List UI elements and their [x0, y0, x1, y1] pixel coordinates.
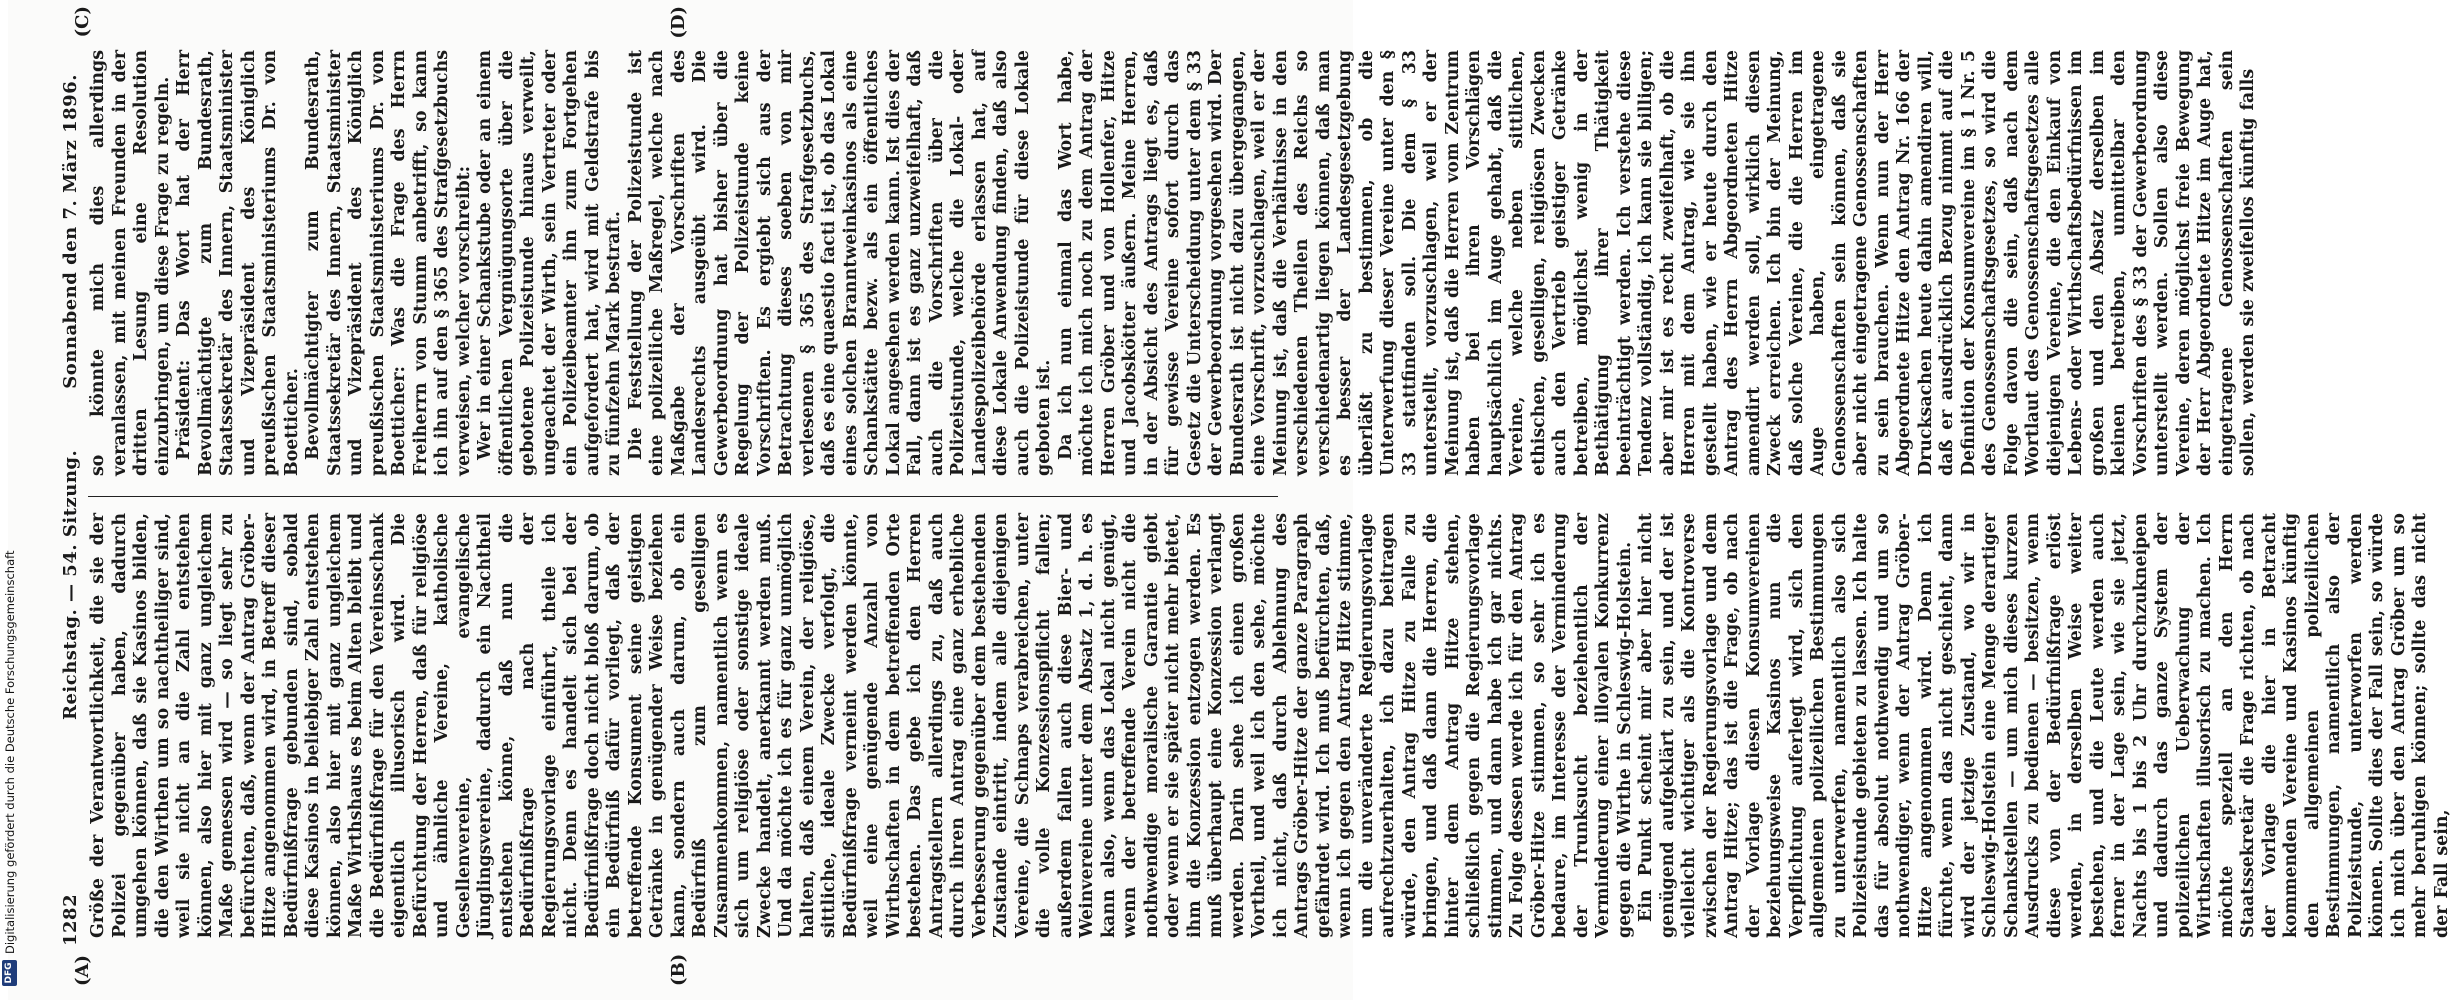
page-number: 1282: [60, 893, 81, 946]
page-header: [54, 34, 88, 960]
footer-text: Digitalisierung gefördert durch die Deutsche Forschungsgemeinschaft: [3, 550, 17, 954]
dfg-logo: DFG: [2, 960, 17, 986]
left-paragraph: Größe der Verantwortlichkeit, die sie der Polizei gegenüber haben, dadurch umgehen können, daß sie Kasinos bilden, die den Wirthen um so nachtheiliger sind, weil sie nicht an die Zahl entstehen können, also hier mit ganz ungleichem Maße gemessen wird — so liegt sehr zu befürchten, daß, wenn der Antrag Gröber-Hitze angenommen wird, in Betreff dieser Bedürfnißfrage gebunden sind, sobald diese Kasinos in beliebiger Zahl entstehen können, also hier mit ganz ungleichem Maße Wirthshaus es beim Alten bleibt und die Bedürfnißfrage für den Vereinsschank eigentlich illusorisch wird. Die Befürchtung der Herren, daß für religiöse und ähnliche Vereine, katholische Gesellenvereine, evangelische Jünglingsvereine, dadurch ein Nachtheil entstehen könne, daß nun die Bedürfnißfrage nach der Regierungsvorlage einführt, theile ich nicht. Denn es handelt sich bei der Bedürfnißfrage doch nicht bloß darum, ob ein Bedürfniß dafür vorliegt, daß der betreffende Konsument seine geistigen Getränke in genügender Weise beziehen kann, sondern auch darum, ob ein Bedürfniß zum geselligen Zusammenkommen, namentlich wenn es sich um religiöse oder sonstige ideale Zwecke handelt, anerkannt werden muß. Und da möchte ich es für ganz unmöglich halten, daß einem Verein, der religiöse, sittliche, ideale Zwecke verfolgt, die Bedürfnißfrage verneint werden könnte, weil eine genügende Anzahl von Wirthschaften in dem betreffenden Orte bestehen. Das gebe ich den Herren Antragstellern allerdings zu, daß auch durch ihren Antrag eine ganz erhebliche Verbesserung gegenüber dem bestehenden Zustande eintritt, indem alle diejenigen Vereine, die Schnaps verabreichen, unter die volle Konzessionspflicht fallen; außerdem fallen auch diese Bier- und Weinvereine unter dem Absatz 1, d. h. es kann also, wenn das Lokal nicht genügt, wenn der betreffende Verein nicht die nothwendige moralische Garantie giebt oder wenn er sie später nicht mehr bietet, ihm die Konzession entzogen werden. Es muß überhaupt eine Konzession verlangt werden. Darin sehe ich einen großen Vortheil, und weil ich den sehe, möchte ich nicht, daß durch Ablehnung des Antrags Gröber-Hitze der ganze Paragraph gefährdet wird. Ich muß befürchten, daß, wenn ich gegen den Antrag Hitze stimme, um die unveränderte Regierungsvorlage aufrechtzuerhalten, ich dazu beitragen würde, den Antrag Hitze zu Falle zu bringen, und daß dann die Herren, die hinter dem Antrag Hitze stehen, schließlich gegen die Regierungsvorlage stimmen, und dann habe ich gar nichts. Zu Folge dessen werde ich für den Antrag Gröber-Hitze stimmen, so sehr ich es bedaure, im Interesse der Verminderung der Trunksucht beziehentlich der Verminderung einer illoyalen Konkurrenz gegen die Wirthe in Schleswig-Holstein.: [88, 513, 1635, 938]
left-column: [88, 497, 2452, 960]
right-paragraph-quote: Wer in einer Schankstube oder an einem öffentlichen Vergnügungsorte über die gebotene Polizeistunde hinaus verweilt, ungeachtet der Wirth, sein Vertreter oder ein Polizeibeamter ihn zum Fortgehen aufgefordert hat, wird mit Geldstrafe bis zu fünfzehn Mark bestraft.: [475, 50, 624, 476]
session-date: Sonnabend den 7. März 1896.: [60, 74, 81, 389]
right-paragraph: Präsident: Das Wort hat der Herr Bevollmächtigte zum Bundesrath, Staatssekretär des Innern, Staatsminister und Vizepräsident des Königlich preußischen Staatsministeriums Dr. von Boetticher.: [174, 50, 302, 476]
right-paragraph: Bevollmächtigter zum Bundesrath, Staatssekretär des Innern, Staatsminister und Vizepräsident des Königlich preußischen Staatsministeriums Dr. von Boetticher: Was die Frage des Herrn Freiherrn von Stumm anbetrifft, so kann ich ihn auf den § 365 des Strafgesetzbuchs verweisen, welcher vorschreibt:: [303, 50, 474, 476]
scanned-page-sheet: [8, 0, 2452, 1000]
text-columns: [88, 34, 2452, 960]
right-paragraph: so könnte mich dies allerdings veranlassen, mit meinen Freunden in der dritten Lesung eine Resolution einzubringen, um diese Frage zu regeln.: [88, 50, 173, 476]
margin-marker-d: (D): [668, 6, 689, 39]
rotated-page: [28, 0, 2452, 1000]
margin-marker-b: (B): [668, 953, 689, 986]
right-column: [88, 34, 2258, 497]
right-paragraph: Die Feststellung der Polizeistunde ist eine polizeiliche Maßregel, welche nach Maßgabe der Vorschriften des Landesrechts ausgeübt wird. Die Gewerbeordnung hat bisher über die Regelung der Polizeistunde keine Vorschriften. Es ergiebt sich aus der Betrachtung dieses soeben von mir verlesenen § 365 des Strafgesetzbuchs, daß es eine quaestio facti ist, ob das Lokal eines solchen Branntweinkasinos als eine Schankstätte bezw. als ein öffentliches Lokal angesehen werden kann. Ist dies der Fall, dann ist es ganz unzweifelhaft, daß auch die Vorschriften über die Polizeistunde, welche die Lokal- oder Landespolizeibehörde erlassen hat, auf diese Lokale Anwendung finden, daß also auch die Polizeistunde für diese Lokale geboten ist.: [625, 50, 1054, 476]
digitization-footer: [0, 0, 20, 990]
left-paragraph: Ein Punkt scheint mir aber hier nicht genügend aufgeklärt zu sein, und der ist vielleicht wichtiger als die Kontroverse zwischen der Regierungsvorlage und dem Antrag Hitze; das ist die Frage, ob nach der Vorlage diesen Konsumvereinen beziehungsweise Kasinos nun die Verpflichtung auferlegt wird, sich den allgemeinen polizeilichen Bestimmungen zu unterwerfen, namentlich also sich Polizeistunde gebieten zu lassen. Ich halte das für absolut nothwendig und um so nothwendiger, wenn der Antrag Gröber-Hitze angenommen wird. Denn ich fürchte, wenn das nicht geschieht, dann wird der jetzige Zustand, wo wir in Schleswig-Holstein eine Menge derartiger Schankstellen — um mich dieses kurzen Ausdrucks zu bedienen — besitzen, wenn diese von der Bedürfnißfrage erlöst werden, in derselben Weise weiter bestehen, und die Leute werden auch ferner in der Lage sein, wie sie jetzt, Nachts bis 1 bis 2 Uhr durchzukneipen und dadurch das ganze System der polizeilichen Ueberwachung der Wirthschaften illusorisch zu machen. Ich möchte speziell an den Herrn Staatssekretär die Frage richten, ob nach der Vorlage die hier in Betracht kommenden Vereine und Kasinos künftig den allgemeinen polizeilichen Bestimmungen, namentlich also der Polizeistunde, unterworfen werden können. Sollte dies der Fall sein, so würde ich mich über den Antrag Gröber um so mehr beruhigen können; sollte das nicht der Fall sein,: [1636, 513, 2452, 938]
margin-marker-a: (A): [72, 955, 93, 986]
right-paragraph: Da ich nun einmal das Wort habe, möchte ich mich noch zu dem Antrag der Herren Gröber und von Hollenfer, Hitze und Jacobskötter äußern. Meine Herren, in der Absicht des Antrags liegt es, daß für gewisse Vereine sofort durch das Gesetz die Unterscheidung unter dem § 33 der Gewerbeordnung vorgesehen wird. Der Bundesrath ist nicht dazu übergegangen, eine Vorschrift, vorzuschlagen, weil er der Meinung ist, daß die Verhältnisse in den verschiedenen Theilen des Reichs so verschiedenartig liegen können, daß man es besser der Landesgesetzgebung überläßt zu bestimmen, ob die Unterwerfung dieser Vereine unter den § 33 stattfinden soll. Die dem § 33 unterstellt, vorzuschlagen, weil er der Meinung ist, daß die Herren vom Zentrum haben bei ihren Vorschlägen hauptsächlich im Auge gehabt, daß die Vereine, welche neben sittlichen, ethischen, geselligen, religiösen Zwecken auch den Vertrieb geistiger Getränke betreiben, möglichst wenig in der Bethätigung ihrer Thätigkeit beeinträchtigt werden. Ich verstehe diese Tendenz vollständig, ich kann sie billigen; aber mir ist es recht zweifelhaft, ob die Herren mit dem Antrag, wie sie ihn gestellt haben, wie er heute durch den Antrag des Herrn Abgeordneten Hitze amendirt werden soll, wirklich diesen Zweck erreichen. Ich bin der Meinung, daß solche Vereine, die die Herren im Auge haben, eingetragene Genossenschaften sein können, daß sie aber nicht eingetragene Genossenschaften zu sein brauchen. Wenn nun der Herr Abgeordnete Hitze den Antrag Nr. 166 der Drucksachen heute dahin amendiren will, daß er ausdrücklich Bezug nimmt auf die Definition der Konsumvereine im § 1 Nr. 5 des Genossenschaftsgesetzes, so wird die Folge davon die sein, daß nach dem Wortlaut des Genossenschaftsgesetzes alle diejenigen Vereine, die den Einkauf von Lebens- oder Wirthschaftsbedürfnissen im großen und den Absatz derselben im kleinen betreiben, unmittelbar den Vorschriften des § 33 der Gewerbeordnung unterstellt werden. Sollen also diese Vereine, deren möglichst freie Bewegung der Herr Abgeordnete Hitze im Auge hat, eingetragene Genossenschaften sein sollen, werden sie zweifellos künftig falls: [1055, 50, 2258, 476]
session-title: Reichstag. — 54. Sitzung.: [60, 449, 81, 720]
margin-marker-c: (C): [72, 6, 93, 38]
